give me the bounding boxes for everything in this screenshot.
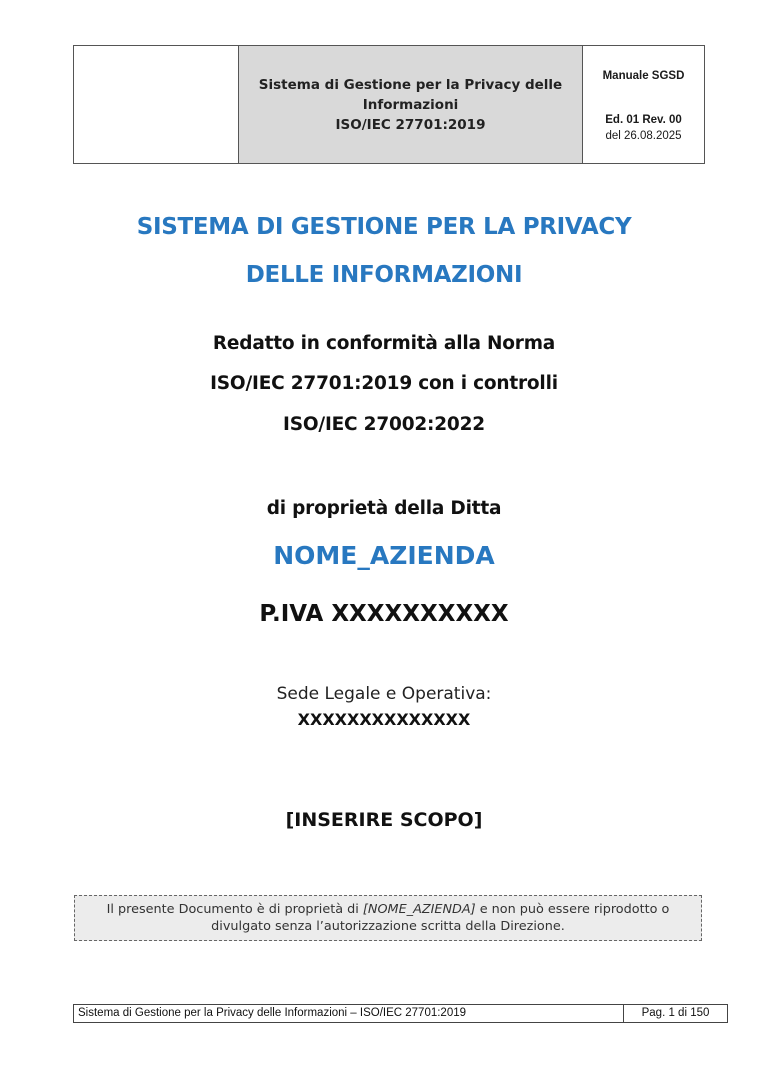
conformity-line1: Redatto in conformità alla Norma <box>212 333 556 354</box>
edition-label: Ed. 01 Rev. 00 <box>605 114 682 126</box>
header-title-line2: Informazioni <box>362 96 459 113</box>
notice-company-ref: [NOME_AZIENDA] <box>362 902 476 917</box>
header-title-line1: Sistema di Gestione per la Privacy delle <box>258 76 563 93</box>
company-name: NOME_AZIENDA <box>273 541 495 570</box>
header-meta-cell <box>583 46 704 163</box>
doc-title-line2: DELLE INFORMAZIONI <box>245 262 523 288</box>
header-title-line3: ISO/IEC 27701:2019 <box>335 116 486 133</box>
scope-placeholder: [INSERIRE SCOPO] <box>285 809 483 831</box>
conformity-line3: ISO/IEC 27002:2022 <box>283 414 485 435</box>
logo-cell <box>74 46 239 163</box>
conformity-line2: ISO/IEC 27701:2019 con i controlli <box>210 373 558 394</box>
doc-title-line1: SISTEMA DI GESTIONE PER LA PRIVACY <box>136 214 632 240</box>
ownership-label: di proprietà della Ditta <box>266 498 502 519</box>
manual-label: Manuale SGSD <box>602 70 685 82</box>
header-title-cell <box>239 46 583 163</box>
office-label: Sede Legale e Operativa: <box>276 684 492 704</box>
footer-title: Sistema di Gestione per la Privacy delle Informazioni – ISO/IEC 27701:2019 <box>74 1005 624 1022</box>
notice-part1: Il presente Documento è di proprietà di <box>106 902 363 917</box>
notice-line1 <box>75 901 701 918</box>
office-value: XXXXXXXXXXXXXX <box>297 710 471 729</box>
notice-line2: divulgato senza l’autorizzazione scritta della Direzione. <box>211 919 565 934</box>
page-footer <box>73 1004 728 1023</box>
copyright-notice <box>74 895 702 941</box>
notice-part2: e non può essere riprodotto o <box>475 902 670 917</box>
page-number: Pag. 1 di 150 <box>641 1007 710 1019</box>
vat-number: P.IVA XXXXXXXXXX <box>259 601 509 627</box>
header-table <box>73 45 705 164</box>
edition-date: del 26.08.2025 <box>605 130 682 142</box>
